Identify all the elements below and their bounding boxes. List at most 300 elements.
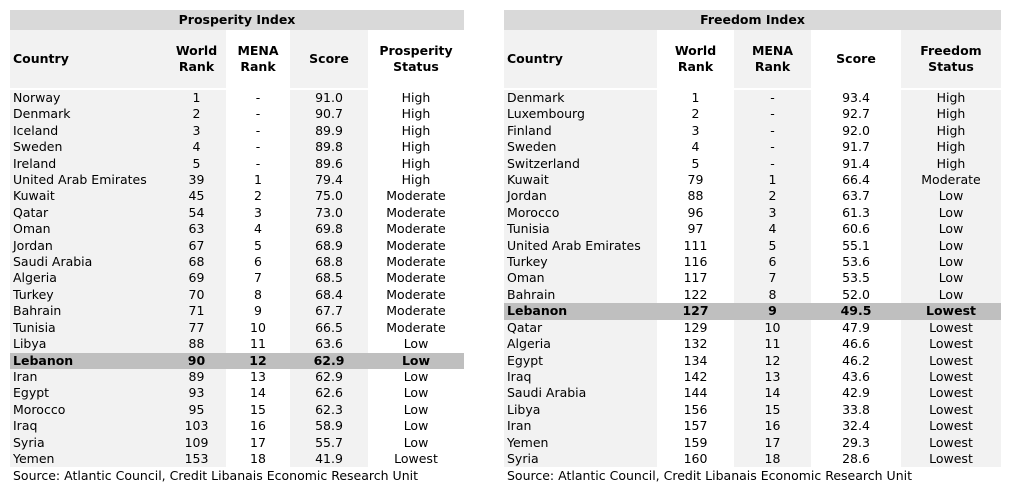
mena-rank-cell: -: [255, 139, 261, 155]
status-cell: High: [401, 122, 431, 138]
world-rank-cell: 134: [683, 352, 708, 368]
world-rank-cell: 3: [167, 123, 226, 139]
mena-rank-cell: 16: [734, 418, 811, 434]
score-column-header: Score: [290, 30, 368, 89]
mena-rank-cell: 11: [734, 336, 811, 352]
status-cell: High: [401, 139, 431, 155]
score-cell: 63.7: [842, 188, 870, 204]
mena-rank-cell: 4: [734, 221, 811, 237]
status-cell: Lowest: [901, 303, 1001, 319]
table-row: [504, 123, 1001, 139]
status-column-header: [901, 30, 1001, 89]
world-rank-cell: 132: [683, 336, 708, 352]
score-cell: 67.7: [290, 303, 368, 319]
score-cell: 73.0: [290, 205, 368, 221]
table-row: [504, 303, 1001, 319]
prosperity-index-title: Prosperity Index: [10, 10, 464, 30]
score-cell: 46.2: [842, 352, 870, 368]
status-cell: High: [401, 90, 431, 105]
status-cell: Moderate: [386, 254, 446, 270]
table-row: [504, 156, 1001, 172]
mena-rank-column-header: [226, 30, 290, 89]
freedom-index-panel: [504, 10, 1001, 484]
mena-rank-cell: 6: [254, 254, 262, 270]
mena-rank-cell: 10: [250, 319, 266, 335]
freedom-table-body: [504, 89, 1001, 467]
country-cell: Jordan: [504, 188, 657, 204]
score-cell: 49.5: [811, 303, 901, 319]
country-cell: Kuwait: [10, 188, 167, 204]
table-row: [10, 320, 464, 336]
source-note: Source: Atlantic Council, Credit Libanais Economic Research Unit: [507, 468, 912, 484]
status-cell: Low: [901, 205, 1001, 221]
status-cell: High: [901, 106, 1001, 122]
mena-rank-cell: 9: [734, 303, 811, 319]
status-cell: Low: [901, 221, 1001, 237]
country-cell: Egypt: [10, 385, 167, 401]
world-rank-cell: 3: [691, 122, 700, 138]
status-cell: Lowest: [901, 385, 1001, 401]
score-cell: 68.8: [290, 254, 368, 270]
mena-rank-cell: 17: [734, 435, 811, 451]
country-cell: Jordan: [10, 238, 167, 254]
status-cell: High: [401, 155, 431, 171]
status-cell: Lowest: [901, 336, 1001, 352]
mena-rank-cell: 4: [254, 221, 262, 237]
country-cell: Syria: [10, 435, 167, 451]
table-row: [10, 336, 464, 352]
score-cell: 90.7: [290, 106, 368, 122]
world-rank-cell: 4: [691, 139, 700, 155]
status-cell: High: [401, 172, 431, 188]
source-note: Source: Atlantic Council, Credit Libanais Economic Research Unit: [13, 468, 418, 484]
country-cell: Qatar: [10, 205, 167, 221]
world-rank-cell: 5: [691, 155, 700, 171]
status-cell: Lowest: [394, 450, 438, 466]
score-cell: 62.9: [290, 353, 368, 369]
header-line: Status: [928, 59, 974, 74]
country-cell: Iraq: [10, 418, 167, 434]
world-rank-cell: 160: [683, 450, 708, 466]
mena-rank-cell: 14: [250, 385, 266, 401]
header-line: Prosperity: [379, 43, 453, 58]
score-cell: 46.6: [842, 336, 870, 352]
status-cell: Low: [403, 385, 429, 401]
score-cell: 58.9: [290, 418, 368, 434]
world-rank-cell: 117: [683, 270, 708, 286]
world-rank-cell: 88: [687, 188, 704, 204]
country-cell: Tunisia: [504, 221, 657, 237]
country-cell: Iran: [504, 418, 657, 434]
status-cell: Low: [901, 270, 1001, 286]
world-rank-cell: 157: [683, 418, 708, 434]
status-cell: High: [401, 106, 431, 122]
status-cell: Moderate: [386, 286, 446, 302]
table-row: [10, 205, 464, 221]
country-cell: Kuwait: [504, 172, 657, 188]
table-row: [504, 139, 1001, 155]
table-row: [504, 402, 1001, 418]
header-line: Status: [393, 59, 439, 74]
status-cell: Moderate: [386, 319, 446, 335]
table-row: [504, 320, 1001, 336]
mena-rank-cell: -: [255, 90, 261, 105]
world-rank-cell: 2: [167, 106, 226, 122]
table-row: [10, 106, 464, 122]
mena-rank-cell: 2: [254, 188, 262, 204]
status-cell: Lowest: [901, 320, 1001, 336]
mena-rank-cell: 16: [250, 418, 266, 434]
table-row: [10, 287, 464, 303]
score-cell: 60.6: [842, 221, 870, 237]
world-rank-cell: 1: [167, 89, 226, 106]
score-cell: 61.3: [842, 204, 870, 220]
world-rank-cell: 71: [167, 303, 226, 319]
status-cell: Low: [368, 353, 464, 369]
prosperity-index-table: [10, 30, 464, 467]
status-cell: Lowest: [901, 451, 1001, 467]
status-cell: Lowest: [901, 402, 1001, 418]
mena-rank-cell: 7: [254, 270, 262, 286]
table-row: [504, 172, 1001, 188]
world-rank-cell: 95: [167, 402, 226, 418]
score-cell: 66.5: [290, 320, 368, 336]
score-cell: 53.5: [842, 270, 870, 286]
mena-rank-cell: 11: [250, 336, 266, 352]
mena-rank-cell: -: [255, 122, 261, 138]
status-cell: Low: [901, 188, 1001, 204]
table-row: [504, 353, 1001, 369]
mena-rank-cell: 17: [250, 434, 266, 450]
mena-rank-cell: -: [734, 89, 811, 106]
table-row: [10, 156, 464, 172]
table-row: [10, 270, 464, 286]
status-cell: Moderate: [901, 172, 1001, 188]
world-rank-cell: 97: [687, 221, 704, 237]
table-row: [10, 221, 464, 237]
country-cell: Bahrain: [504, 287, 657, 303]
status-cell: Moderate: [386, 270, 446, 286]
score-cell: 68.5: [290, 270, 368, 286]
status-cell: Low: [901, 254, 1001, 270]
status-cell: High: [901, 89, 1001, 106]
country-cell: Norway: [10, 89, 167, 106]
table-row: [10, 353, 464, 369]
world-rank-cell: 144: [683, 385, 708, 401]
score-column-header: Score: [811, 30, 901, 89]
table-row: [504, 385, 1001, 401]
country-cell: Morocco: [504, 205, 657, 221]
world-rank-cell: 90: [167, 353, 226, 369]
table-row: [504, 106, 1001, 122]
country-cell: Libya: [10, 336, 167, 352]
mena-rank-cell: 1: [734, 172, 811, 188]
table-row: [504, 221, 1001, 237]
country-cell: Denmark: [504, 89, 657, 106]
score-cell: 93.4: [842, 90, 870, 105]
mena-rank-cell: -: [255, 155, 261, 171]
country-cell: Turkey: [504, 254, 657, 270]
score-cell: 43.6: [842, 368, 870, 384]
world-rank-cell: 109: [167, 435, 226, 451]
country-cell: Libya: [504, 402, 657, 418]
prosperity-index-panel: [10, 10, 464, 484]
country-cell: Oman: [504, 270, 657, 286]
world-rank-cell: 156: [683, 401, 708, 417]
country-cell: Algeria: [10, 270, 167, 286]
world-rank-cell: 68: [167, 254, 226, 270]
country-cell: Oman: [10, 221, 167, 237]
world-rank-cell: 54: [167, 205, 226, 221]
world-rank-cell: 159: [683, 434, 708, 450]
status-cell: Moderate: [386, 204, 446, 220]
score-cell: 69.8: [290, 221, 368, 237]
table-row: [504, 287, 1001, 303]
world-rank-cell: 79: [687, 172, 704, 188]
score-cell: 68.9: [290, 238, 368, 254]
score-cell: 89.6: [290, 156, 368, 172]
score-cell: 63.6: [290, 336, 368, 352]
table-row: [504, 451, 1001, 467]
world-rank-cell: 69: [167, 270, 226, 286]
status-cell: Low: [403, 368, 429, 384]
table-row: [10, 254, 464, 270]
mena-rank-cell: 7: [734, 270, 811, 286]
table-row: [10, 123, 464, 139]
status-cell: Lowest: [901, 435, 1001, 451]
header-line: World: [175, 43, 218, 58]
country-cell: Yemen: [10, 451, 167, 467]
country-cell: Finland: [504, 123, 657, 139]
world-rank-column-header: [657, 30, 734, 89]
header-line: Rank: [677, 59, 714, 74]
country-cell: Bahrain: [10, 303, 167, 319]
table-header-row: [10, 30, 464, 89]
mena-rank-cell: 10: [734, 320, 811, 336]
country-cell: Iceland: [10, 123, 167, 139]
country-cell: United Arab Emirates: [10, 172, 167, 188]
country-cell: Tunisia: [10, 320, 167, 336]
status-cell: High: [901, 123, 1001, 139]
world-rank-cell: 89: [167, 369, 226, 385]
status-cell: Moderate: [386, 188, 446, 204]
country-cell: Luxembourg: [504, 106, 657, 122]
score-cell: 28.6: [842, 450, 870, 466]
table-row: [504, 205, 1001, 221]
status-column-header: [368, 30, 464, 89]
country-cell: Saudi Arabia: [504, 385, 657, 401]
score-cell: 33.8: [842, 401, 870, 417]
mena-rank-cell: 6: [734, 254, 811, 270]
status-cell: Low: [901, 287, 1001, 303]
header-line: MENA: [751, 43, 794, 58]
country-cell: Denmark: [10, 106, 167, 122]
header-line: Freedom: [920, 43, 982, 58]
score-cell: 89.9: [290, 123, 368, 139]
table-row: [504, 188, 1001, 204]
status-cell: Lowest: [901, 353, 1001, 369]
country-cell: Saudi Arabia: [10, 254, 167, 270]
country-cell: Iran: [10, 369, 167, 385]
world-rank-cell: 77: [167, 320, 226, 336]
mena-rank-cell: 13: [734, 369, 811, 385]
status-cell: Low: [403, 336, 429, 352]
country-cell: Yemen: [504, 435, 657, 451]
world-rank-cell: 153: [167, 451, 226, 467]
table-row: [10, 402, 464, 418]
table-row: [10, 172, 464, 188]
mena-rank-cell: -: [734, 106, 811, 122]
world-rank-cell: 116: [683, 254, 708, 270]
table-row: [504, 238, 1001, 254]
world-rank-cell: 103: [167, 418, 226, 434]
score-cell: 62.9: [290, 369, 368, 385]
world-rank-cell: 122: [683, 286, 708, 302]
score-cell: 29.3: [842, 434, 870, 450]
world-rank-cell: 5: [167, 156, 226, 172]
world-rank-cell: 96: [687, 204, 704, 220]
table-row: [504, 89, 1001, 106]
status-cell: Low: [403, 401, 429, 417]
score-cell: 62.3: [290, 402, 368, 418]
world-rank-cell: 127: [657, 303, 734, 319]
score-cell: 92.7: [842, 106, 870, 122]
score-cell: 47.9: [842, 319, 870, 335]
header-line: Rank: [178, 59, 215, 74]
table-row: [10, 435, 464, 451]
country-cell: Ireland: [10, 156, 167, 172]
score-cell: 55.1: [842, 237, 870, 253]
country-column-header: Country: [504, 30, 657, 89]
table-row: [10, 451, 464, 467]
mena-rank-cell: 12: [226, 353, 290, 369]
mena-rank-cell: 18: [250, 450, 266, 466]
table-row: [10, 188, 464, 204]
score-cell: 79.4: [290, 172, 368, 188]
score-cell: 91.0: [290, 89, 368, 106]
world-rank-cell: 1: [691, 90, 700, 105]
header-line: Rank: [240, 59, 276, 74]
table-row: [504, 369, 1001, 385]
country-cell: Qatar: [504, 320, 657, 336]
table-row: [10, 139, 464, 155]
status-cell: High: [901, 139, 1001, 155]
table-row: [10, 369, 464, 385]
score-cell: 75.0: [290, 188, 368, 204]
mena-rank-cell: -: [734, 139, 811, 155]
country-cell: United Arab Emirates: [504, 238, 657, 254]
score-cell: 62.6: [290, 385, 368, 401]
world-rank-cell: 63: [167, 221, 226, 237]
mena-rank-cell: 3: [254, 204, 262, 220]
mena-rank-cell: 15: [250, 401, 266, 417]
mena-rank-cell: 12: [734, 353, 811, 369]
table-row: [504, 418, 1001, 434]
country-cell: Turkey: [10, 287, 167, 303]
world-rank-cell: 142: [683, 368, 708, 384]
world-rank-cell: 4: [167, 139, 226, 155]
status-cell: Moderate: [386, 221, 446, 237]
status-cell: Moderate: [386, 237, 446, 253]
country-cell: Iraq: [504, 369, 657, 385]
world-rank-cell: 93: [167, 385, 226, 401]
country-cell: Switzerland: [504, 156, 657, 172]
mena-rank-cell: 13: [250, 368, 266, 384]
score-cell: 68.4: [290, 287, 368, 303]
table-row: [10, 418, 464, 434]
mena-rank-cell: 14: [734, 385, 811, 401]
mena-rank-cell: 2: [734, 188, 811, 204]
header-line: MENA: [237, 43, 279, 58]
mena-rank-cell: 8: [734, 287, 811, 303]
score-cell: 53.6: [842, 254, 870, 270]
country-column-header: Country: [10, 30, 167, 89]
country-cell: Algeria: [504, 336, 657, 352]
status-cell: Low: [403, 418, 429, 434]
world-rank-cell: 39: [167, 172, 226, 188]
mena-rank-cell: 1: [254, 172, 262, 188]
world-rank-cell: 129: [683, 319, 708, 335]
world-rank-column-header: [167, 30, 226, 89]
score-cell: 91.7: [842, 139, 870, 155]
score-cell: 52.0: [842, 286, 870, 302]
score-cell: 66.4: [842, 172, 870, 188]
mena-rank-cell: 8: [254, 286, 262, 302]
table-row: [504, 435, 1001, 451]
header-line: Rank: [754, 59, 791, 74]
mena-rank-column-header: [734, 30, 811, 89]
table-row: [10, 303, 464, 319]
table-row: [10, 238, 464, 254]
mena-rank-cell: 5: [254, 237, 262, 253]
country-cell: Lebanon: [10, 353, 167, 369]
world-rank-cell: 70: [167, 287, 226, 303]
mena-rank-cell: -: [734, 156, 811, 172]
world-rank-cell: 67: [167, 238, 226, 254]
world-rank-cell: 111: [683, 237, 708, 253]
freedom-index-title: Freedom Index: [504, 10, 1001, 30]
score-cell: 42.9: [842, 385, 870, 401]
status-cell: Moderate: [386, 303, 446, 319]
country-cell: Sweden: [10, 139, 167, 155]
table-row: [10, 89, 464, 106]
status-cell: Lowest: [901, 369, 1001, 385]
header-line: World: [674, 43, 717, 58]
country-cell: Morocco: [10, 402, 167, 418]
mena-rank-cell: -: [734, 123, 811, 139]
mena-rank-cell: 15: [734, 402, 811, 418]
mena-rank-cell: 9: [254, 303, 262, 319]
table-row: [504, 254, 1001, 270]
mena-rank-cell: 18: [734, 451, 811, 467]
table-row: [504, 270, 1001, 286]
country-cell: Lebanon: [504, 303, 657, 319]
country-cell: Syria: [504, 451, 657, 467]
status-cell: Low: [403, 434, 429, 450]
table-header-row: [504, 30, 1001, 89]
country-cell: Sweden: [504, 139, 657, 155]
score-cell: 91.4: [842, 155, 870, 171]
freedom-index-table: [504, 30, 1001, 467]
score-cell: 89.8: [290, 139, 368, 155]
score-cell: 32.4: [842, 418, 870, 434]
table-row: [504, 336, 1001, 352]
score-cell: 92.0: [842, 122, 870, 138]
mena-rank-cell: -: [255, 106, 261, 122]
world-rank-cell: 88: [167, 336, 226, 352]
score-cell: 55.7: [290, 435, 368, 451]
mena-rank-cell: 5: [734, 238, 811, 254]
